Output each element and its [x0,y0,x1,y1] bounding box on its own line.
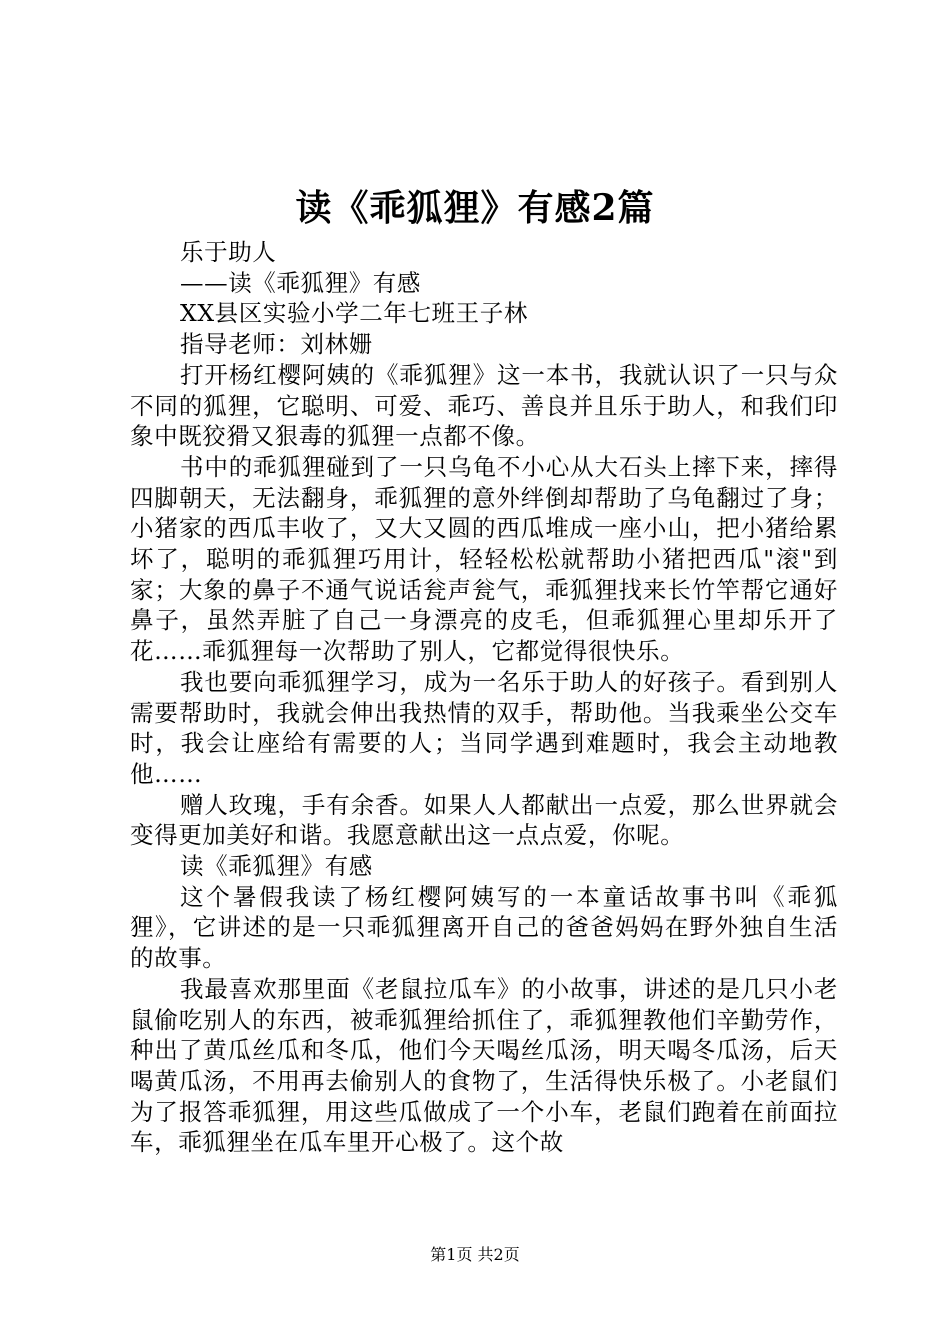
document-title: 读《乖狐狸》有感2篇 [295,187,655,229]
section-heading: 乐于助人 [180,238,277,266]
page-number-footer: 第1页 共2页 [430,1245,520,1264]
paragraph: 我最喜欢那里面《老鼠拉瓜车》的小故事，讲述的是几只小老鼠偷吃别人的东西，被乖狐狸给抓住了，乖狐狸教他们辛勤劳作，种出了黄瓜丝瓜和冬瓜，他们今天喝丝瓜汤，明天喝冬瓜汤，后天喝黄瓜汤，不用再去偷别人的食物了，生活得快乐极了。小老鼠们为了报答乖狐狸，用这些瓜做成了一个小车，老鼠们跑着在前面拉车，乖狐狸坐在瓜车里开心极了。这个故 [130,974,838,1157]
section-heading-2: 读《乖狐狸》有感 [180,852,373,881]
paragraph: 这个暑假我读了杨红樱阿姨写的一本童话故事书叫《乖狐狸》，它讲述的是一只乖狐狸离开自己的爸爸妈妈在野外独自生活的故事。 [130,882,838,973]
document-body [130,237,838,1158]
paragraph: 赠人玫瑰，手有余香。如果人人都献出一点爱，那么世界就会变得更加美好和谐。我愿意献出这一点点爱，你呢。 [130,790,838,850]
paragraph: 打开杨红樱阿姨的《乖狐狸》这一本书，我就认识了一只与众不同的狐狸，它聪明、可爱、乖巧、善良并且乐于助人，和我们印象中既狡猾又狠毒的狐狸一点都不像。 [130,360,838,451]
author-line: XX县区实验小学二年七班王子林 [180,299,528,328]
paragraph: 我也要向乖狐狸学习，成为一名乐于助人的好孩子。看到别人需要帮助时，我就会伸出我热情的双手，帮助他。当我乘坐公交车时，我会让座给有需要的人；当同学遇到难题时，我会主动地教他…… [130,667,838,788]
teacher-line: 指导老师：刘林姗 [180,330,373,359]
paragraph: 书中的乖狐狸碰到了一只乌龟不小心从大石头上摔下来，摔得四脚朝天，无法翻身，乖狐狸的意外绊倒却帮助了乌龟翻过了身；小猪家的西瓜丰收了，又大又圆的西瓜堆成一座小山，把小猪给累坏了，聪明的乖狐狸巧用计，轻轻松松就帮助小猪把西瓜"滚"到家；大象的鼻子不通气说话瓮声瓮气，乖狐狸找来长竹竿帮它通好鼻子，虽然弄脏了自己一身漂亮的皮毛，但乖狐狸心里却乐开了花……乖狐狸每一次帮助了别人，它都觉得很快乐。 [130,452,838,666]
section-subheading: ——读《乖狐狸》有感 [180,268,421,297]
